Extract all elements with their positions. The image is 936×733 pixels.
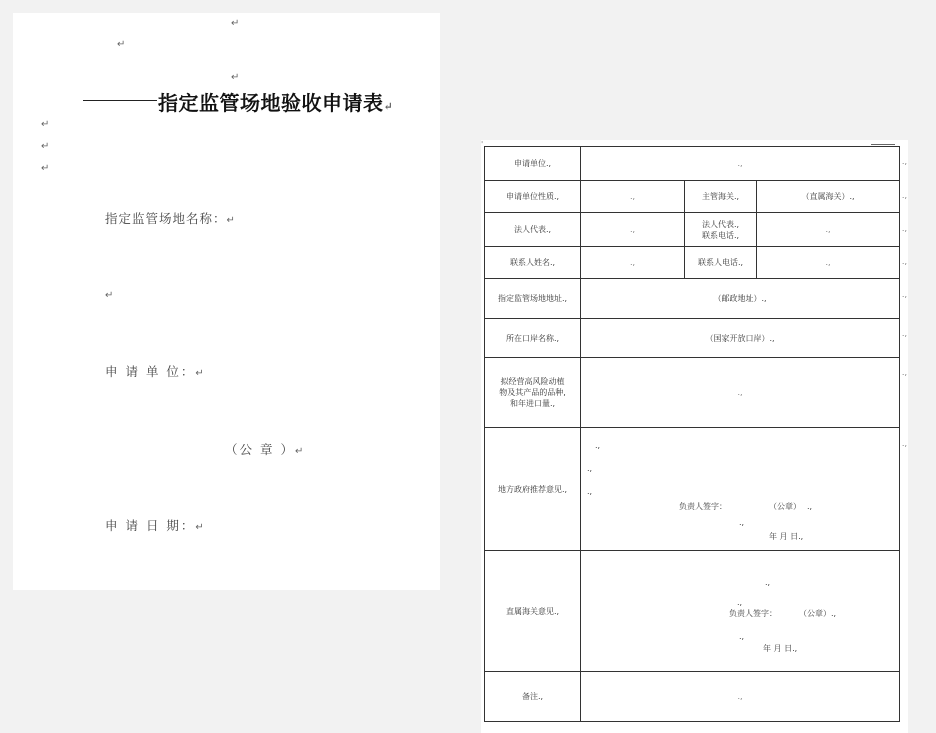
table-row [485, 358, 900, 428]
cover-page [13, 13, 440, 590]
row-end-mark: ., [901, 257, 907, 266]
paragraph-mark: ↵ [231, 18, 240, 29]
paragraph-mark: ↵ [41, 163, 50, 174]
legal-rep-phone-label-line1: 法人代表., [701, 219, 740, 229]
cell-mark: ., [739, 518, 745, 527]
local-government-opinion-label: 地方政府推荐意见., [485, 428, 581, 551]
local-government-opinion-cell[interactable] [581, 428, 900, 551]
paragraph-mark: ↵ [41, 119, 50, 130]
cell-mark: ., [737, 598, 743, 607]
applicant-nature-value[interactable]: ., [581, 181, 685, 213]
site-address-value[interactable]: （邮政地址）., [581, 279, 900, 319]
document-title: 指定监管场地验收申请表↵ [158, 91, 394, 115]
high-risk-label-line2: 物及其产品的品种, [499, 388, 566, 397]
legal-rep-phone-label [685, 213, 757, 247]
remarks-label: 备注., [485, 672, 581, 722]
contact-phone-value[interactable]: ., [757, 247, 900, 279]
table-row [485, 672, 900, 722]
contact-name-value[interactable]: ., [581, 247, 685, 279]
date-label: 申 请 日 期：↵ [105, 518, 206, 533]
table-row [485, 551, 900, 672]
row-end-mark: ., [901, 368, 907, 377]
table-row [485, 428, 900, 551]
seal-label: （公章）., [799, 609, 837, 618]
applicant-nature-label: 申请单位性质., [485, 181, 581, 213]
table-row [485, 247, 900, 279]
high-risk-products-label [485, 358, 581, 428]
high-risk-products-value[interactable]: ., [581, 358, 900, 428]
row-end-mark: ., [901, 329, 907, 338]
cell-mark: ., [595, 441, 601, 450]
cell-mark: ., [587, 487, 593, 496]
applicant-label: 申 请 单 位：↵ [105, 364, 206, 379]
site-address-label: 指定监管场地地址., [485, 279, 581, 319]
applicant-label-cell: 申请单位., [485, 147, 581, 181]
high-risk-label-line1: 拟经营高风险动植 [500, 377, 565, 386]
legal-rep-phone-value[interactable]: ., [757, 213, 900, 247]
paragraph-mark: ↵ [231, 72, 240, 83]
port-name-label: 所在口岸名称., [485, 319, 581, 358]
row-end-mark: ., [901, 157, 907, 166]
seal-label: （公 章 ）↵ [225, 442, 306, 457]
customs-opinion-cell[interactable] [581, 551, 900, 672]
remarks-value[interactable]: ., [581, 672, 900, 722]
corner-mark: ' [481, 140, 484, 149]
date-field: 年 月 日., [769, 532, 804, 541]
cell-mark: ., [587, 464, 593, 473]
high-risk-label-line3: 和年进口量., [509, 399, 556, 408]
legal-rep-value[interactable]: ., [581, 213, 685, 247]
customs-value[interactable]: （直属海关）., [757, 181, 900, 213]
row-end-mark: ., [901, 224, 907, 233]
cell-mark: ., [807, 502, 813, 511]
paragraph-mark: ↵ [41, 141, 50, 152]
table-row [485, 181, 900, 213]
table-row [485, 279, 900, 319]
seal-label: （公章） [769, 502, 801, 511]
table-row [485, 213, 900, 247]
date-field: 年 月 日., [763, 644, 798, 653]
applicant-value-cell[interactable]: ., [581, 147, 900, 181]
contact-phone-label: 联系人电话., [685, 247, 757, 279]
legal-rep-label: 法人代表., [485, 213, 581, 247]
signature-label: 负责人签字： [679, 502, 727, 511]
cell-mark: ., [765, 578, 771, 587]
cell-mark: ., [739, 632, 745, 641]
site-name-label: 指定监管场地名称：↵ [105, 211, 236, 226]
title-blank-line [83, 100, 157, 101]
form-page [481, 140, 908, 733]
page-corner-line [871, 144, 895, 145]
table-row [485, 147, 900, 181]
row-end-mark: ., [901, 191, 907, 200]
row-end-mark: ., [901, 439, 907, 448]
signature-label: 负责人签字： [729, 609, 777, 618]
customs-opinion-label: 直属海关意见., [485, 551, 581, 672]
customs-label: 主管海关., [685, 181, 757, 213]
paragraph-mark: ↵ [105, 290, 114, 301]
legal-rep-phone-label-line2: 联系电话., [701, 230, 740, 240]
port-name-value[interactable]: （国家开放口岸）., [581, 319, 900, 358]
table-row [485, 319, 900, 358]
contact-name-label: 联系人姓名., [485, 247, 581, 279]
row-end-mark: ., [901, 290, 907, 299]
paragraph-mark: ↵ [117, 39, 126, 50]
application-form-table [484, 146, 900, 722]
